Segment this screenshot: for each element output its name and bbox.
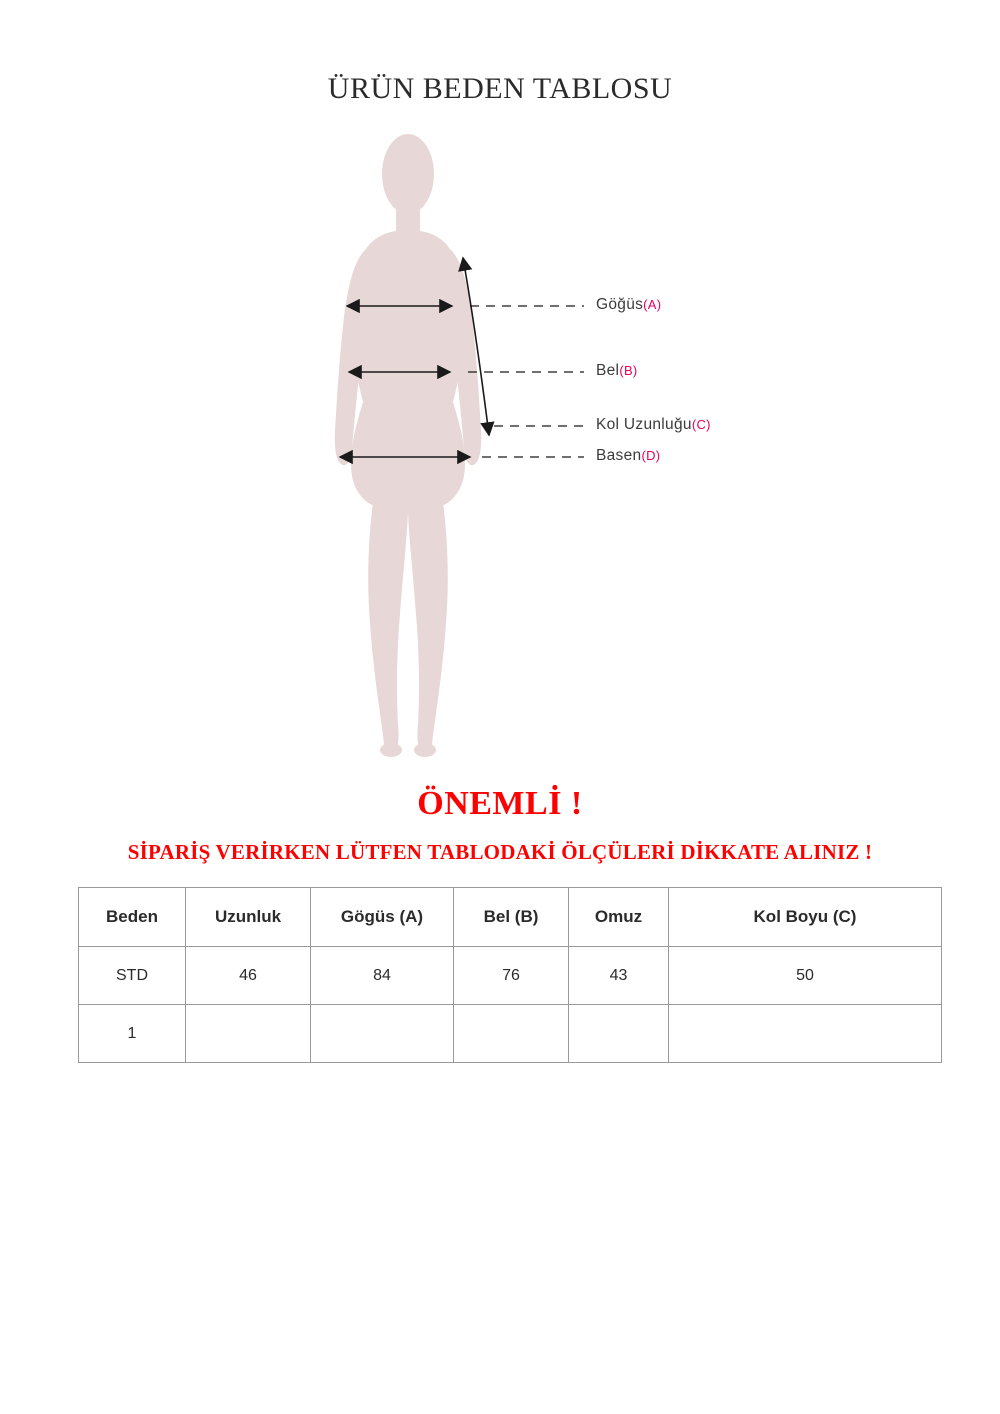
important-notice: SİPARİŞ VERİRKEN LÜTFEN TABLODAKİ ÖLÇÜLERİ DİKKATE ALINIZ !	[127, 840, 873, 864]
cell-bel: 76	[454, 947, 569, 1005]
header-kol-boyu: Kol Boyu (C)	[669, 888, 942, 947]
callout-gogus-label: Göğüs	[596, 296, 644, 313]
important-headline: ÖNEMLİ !	[417, 785, 583, 822]
callout-lines	[0, 130, 1000, 760]
size-table	[78, 887, 942, 1063]
callout-basen	[596, 447, 660, 465]
callout-kol-code: (C)	[691, 417, 711, 432]
callout-gogus	[596, 296, 661, 314]
cell-beden: STD	[79, 947, 186, 1005]
cell-kol: 50	[669, 947, 942, 1005]
callout-bel-label: Bel	[596, 362, 620, 379]
table-row	[79, 1005, 942, 1063]
measurement-diagram	[0, 130, 1000, 770]
header-uzunluk: Uzunluk	[186, 888, 311, 947]
callout-bel	[596, 362, 638, 380]
cell-uzunluk	[186, 1005, 311, 1063]
cell-gogus	[311, 1005, 454, 1063]
cell-omuz	[569, 1005, 669, 1063]
cell-omuz: 43	[569, 947, 669, 1005]
page-title: ÜRÜN BEDEN TABLOSU	[327, 72, 673, 105]
cell-beden: 1	[79, 1005, 186, 1063]
callout-bel-code: (B)	[619, 363, 638, 378]
header-gogus: Gögüs (A)	[311, 888, 454, 947]
header-beden: Beden	[79, 888, 186, 947]
callout-kol-uzunlugu	[596, 416, 711, 434]
callout-basen-label: Basen	[596, 447, 642, 464]
table-row	[79, 947, 942, 1005]
header-omuz: Omuz	[569, 888, 669, 947]
cell-gogus: 84	[311, 947, 454, 1005]
callout-gogus-code: (A)	[643, 297, 662, 312]
cell-uzunluk: 46	[186, 947, 311, 1005]
header-bel: Bel (B)	[454, 888, 569, 947]
callout-kol-label: Kol Uzunluğu	[596, 416, 692, 433]
callout-basen-code: (D)	[641, 448, 661, 463]
table-header-row	[79, 888, 942, 947]
cell-bel	[454, 1005, 569, 1063]
cell-kol	[669, 1005, 942, 1063]
